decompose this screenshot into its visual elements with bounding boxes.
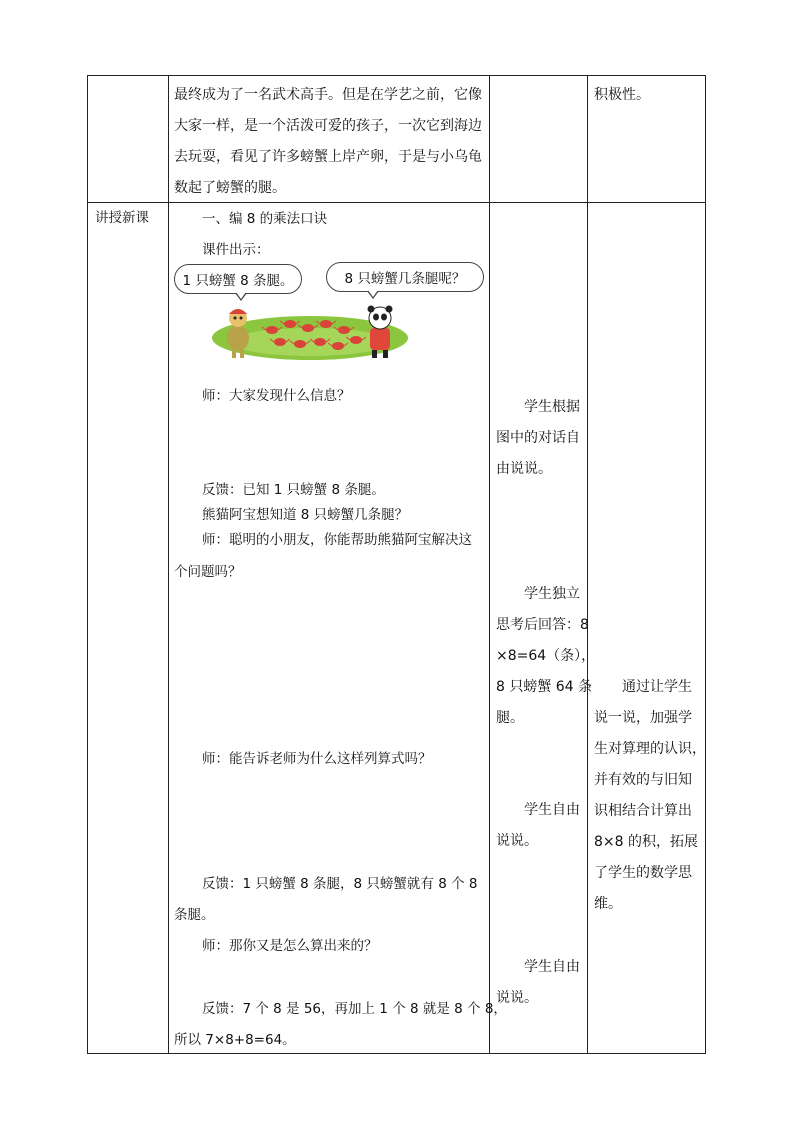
purpose-line: 8×8 的积，拓展 [594, 834, 698, 850]
student-response-2-line: ×8=64（条）， [496, 648, 596, 664]
teacher-question-4: 师：那你又是怎么算出来的？ [202, 938, 378, 954]
student-response-3-line: 学生自由 [524, 802, 580, 818]
student-response-4-line: 学生自由 [524, 959, 580, 975]
student-response-1-line: 由说说。 [496, 461, 552, 477]
column-divider [168, 76, 169, 1053]
purpose-line: 并有效的与旧知 [594, 772, 692, 788]
speech-bubble-left [174, 264, 302, 294]
bubble-right-text: 8 只螃蟹几条腿呢？ [344, 271, 466, 287]
feedback-1b: 熊猫阿宝想知道 8 只螃蟹几条腿？ [202, 507, 409, 523]
purpose-line: 维。 [594, 896, 622, 912]
student-response-2-line: 8 只螃蟹 64 条 [496, 679, 593, 695]
purpose-line: 识相结合计算出 [594, 803, 692, 819]
feedback-4a: 反馈：7 个 8 是 56，再加上 1 个 8 就是 8 个 8， [202, 1001, 507, 1017]
student-response-2-line: 学生独立 [524, 586, 580, 602]
purpose-line: 通过让学生 [622, 679, 692, 695]
purpose-line: 生对算理的认识， [594, 741, 706, 757]
teacher-question-3: 师：能告诉老师为什么这样列算式吗？ [202, 751, 432, 767]
teacher-question-2b: 个问题吗？ [174, 564, 242, 580]
feedback-1: 反馈：已知 1 只螃蟹 8 条腿。 [202, 482, 385, 498]
feedback-4b: 所以 7×8+8=64。 [174, 1032, 296, 1048]
bubble-left-text: 1 只螃蟹 8 条腿。 [182, 273, 294, 289]
speech-bubble-right [326, 262, 484, 292]
student-response-1-line: 学生根据 [524, 399, 580, 415]
student-response-2-line: 思考后回答：8 [496, 617, 589, 633]
purpose-line: 说一说，加强学 [594, 710, 692, 726]
courseware-label: 课件出示： [202, 242, 270, 258]
column-divider [587, 76, 588, 1053]
row1-purpose: 积极性。 [594, 87, 650, 103]
feedback-3b: 条腿。 [174, 907, 215, 923]
student-response-4-line: 说说。 [496, 990, 538, 1006]
column-divider [489, 76, 490, 1053]
teacher-question-1: 师：大家发现什么信息？ [202, 388, 351, 404]
feedback-3a: 反馈：1 只螃蟹 8 条腿，8 只螃蟹就有 8 个 8 [202, 876, 478, 892]
lesson-plan-table [87, 75, 706, 1054]
row1-line-4: 数起了螃蟹的腿。 [174, 180, 286, 196]
crab-illustration [210, 302, 410, 362]
section-label: 讲授新课 [95, 210, 149, 226]
purpose-line: 了学生的数学思 [594, 865, 692, 881]
student-response-3-line: 说说。 [496, 833, 538, 849]
row1-line-2: 大家一样，是一个活泼可爱的孩子，一次它到海边 [174, 118, 482, 134]
section-heading: 一、编 8 的乘法口诀 [202, 211, 328, 227]
row1-line-3: 去玩耍，看见了许多螃蟹上岸产卵，于是与小乌龟 [174, 149, 482, 165]
student-response-2-line: 腿。 [496, 710, 524, 726]
row1-line-1: 最终成为了一名武术高手。但是在学艺之前，它像 [174, 87, 482, 103]
student-response-1-line: 图中的对话自 [496, 430, 580, 446]
teacher-question-2a: 师：聪明的小朋友，你能帮助熊猫阿宝解决这 [202, 532, 472, 548]
